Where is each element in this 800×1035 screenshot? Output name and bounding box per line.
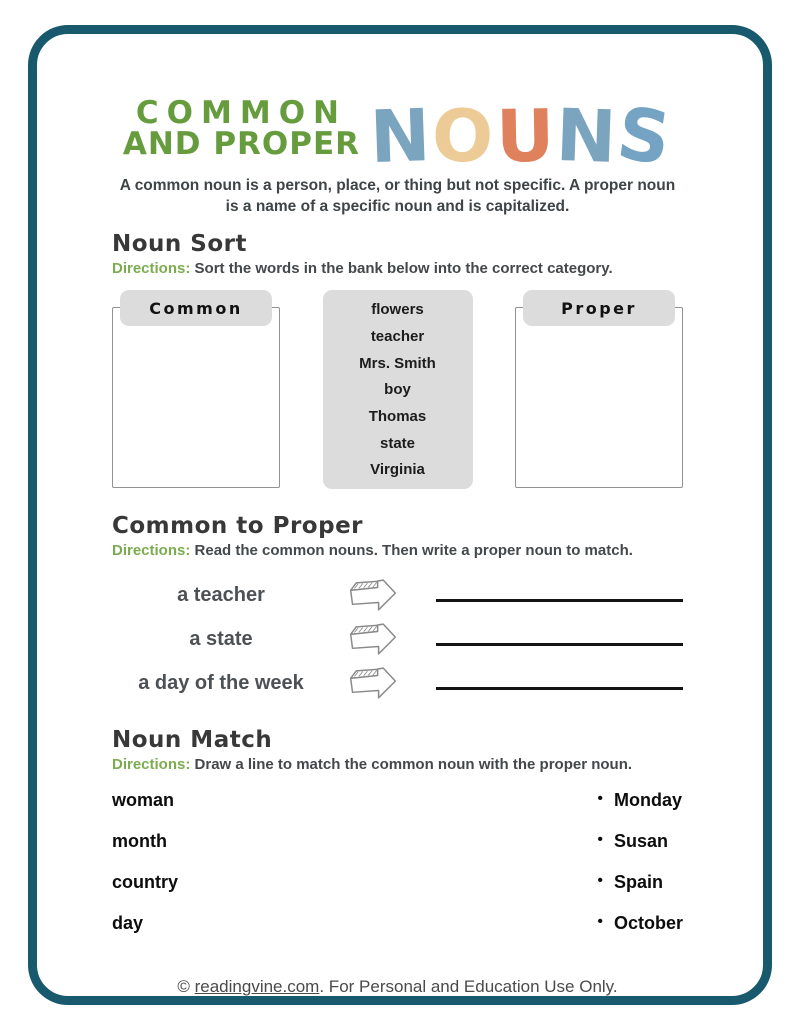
title-letter-o: O — [430, 92, 497, 180]
directions-label: Directions: — [112, 260, 191, 278]
match-area — [112, 789, 683, 953]
bank-word[interactable]: state — [379, 434, 416, 452]
title-letter-n2: N — [554, 92, 620, 180]
footer-suffix: . For Personal and Education Use Only. — [319, 977, 618, 997]
directions-text: Draw a line to match the common noun with the proper noun. — [194, 756, 633, 774]
ctp-row — [112, 617, 683, 661]
copyright-text: © — [177, 977, 195, 997]
bullet-dot: • — [597, 872, 603, 890]
bank-word[interactable]: teacher — [370, 327, 425, 345]
match-proper-item[interactable] — [597, 789, 683, 811]
common-to-proper-rows — [112, 573, 683, 705]
answer-write-line[interactable] — [436, 687, 683, 690]
match-proper-item[interactable] — [597, 830, 683, 852]
match-word: month — [112, 830, 167, 851]
ctp-prompt: a day of the week — [138, 671, 304, 694]
common-drop-box[interactable] — [112, 307, 280, 488]
directions-label: Directions: — [112, 542, 191, 560]
ctp-row — [112, 661, 683, 705]
match-word: Monday — [613, 789, 682, 810]
match-proper-item[interactable] — [597, 912, 683, 934]
title-line-common: COMMON — [135, 95, 348, 132]
title-common-and-proper — [122, 95, 361, 164]
match-word: Susan — [613, 830, 669, 851]
ctp-prompt: a teacher — [177, 583, 265, 606]
title-letter-s: S — [612, 90, 678, 182]
answer-write-line[interactable] — [436, 643, 683, 646]
bank-word[interactable]: Thomas — [368, 407, 427, 425]
bullet-dot: • — [597, 790, 603, 808]
worksheet-page — [28, 25, 772, 1005]
common-to-proper-directions — [112, 542, 683, 559]
footer — [112, 977, 683, 997]
directions-label: Directions: — [112, 756, 191, 774]
bullet-dot: • — [597, 913, 603, 931]
match-word: day — [112, 912, 144, 933]
common-label: Common — [120, 290, 272, 326]
title-nouns — [368, 90, 678, 182]
worksheet-content — [37, 90, 763, 997]
common-to-proper-heading: Common to Proper — [112, 513, 364, 540]
bank-word[interactable]: Virginia — [370, 461, 425, 479]
match-word: Spain — [613, 871, 663, 892]
title-letter-n1: N — [368, 92, 434, 180]
proper-drop-box[interactable] — [515, 307, 683, 488]
bank-word[interactable]: Mrs. Smith — [359, 354, 436, 372]
match-word: woman — [112, 789, 175, 810]
bank-word[interactable]: flowers — [371, 301, 424, 319]
section-common-to-proper — [112, 513, 683, 705]
directions-text: Sort the words in the bank below into the correct category. — [194, 260, 613, 278]
proper-label: Proper — [523, 290, 675, 326]
match-common-column — [112, 789, 178, 953]
noun-sort-heading: Noun Sort — [112, 231, 248, 258]
directions-text: Read the common nouns. Then write a proper noun to match. — [194, 542, 633, 560]
proper-column — [515, 290, 683, 488]
section-noun-sort — [112, 231, 683, 489]
title-letter-u: U — [494, 93, 557, 179]
word-bank — [323, 290, 473, 489]
answer-write-line[interactable] — [436, 599, 683, 602]
right-arrow-icon — [346, 575, 400, 615]
sort-area — [112, 290, 683, 489]
worksheet-header — [112, 90, 683, 182]
match-common-item[interactable] — [112, 830, 178, 852]
match-proper-item[interactable] — [597, 871, 683, 893]
intro-text: A common noun is a person, place, or thing but not specific. A proper noun is a name of a specific noun and is capitalized. — [119, 177, 676, 215]
title-line-and-proper: AND PROPER — [122, 126, 361, 163]
match-word: country — [112, 871, 179, 892]
noun-match-heading: Noun Match — [112, 727, 273, 754]
noun-match-directions — [112, 756, 683, 773]
match-common-item[interactable] — [112, 871, 178, 893]
right-arrow-icon — [346, 619, 400, 659]
ctp-prompt: a state — [189, 627, 253, 650]
noun-sort-directions — [112, 260, 683, 277]
match-word: October — [613, 912, 683, 933]
section-noun-match — [112, 727, 683, 953]
bullet-dot: • — [597, 831, 603, 849]
match-common-item[interactable] — [112, 912, 178, 934]
ctp-row — [112, 573, 683, 617]
match-common-item[interactable] — [112, 789, 178, 811]
readingvine-link[interactable]: readingvine.com — [194, 977, 320, 997]
right-arrow-icon — [346, 663, 400, 703]
match-proper-column — [597, 789, 683, 953]
bank-word[interactable]: boy — [384, 381, 411, 399]
common-column — [112, 290, 280, 488]
